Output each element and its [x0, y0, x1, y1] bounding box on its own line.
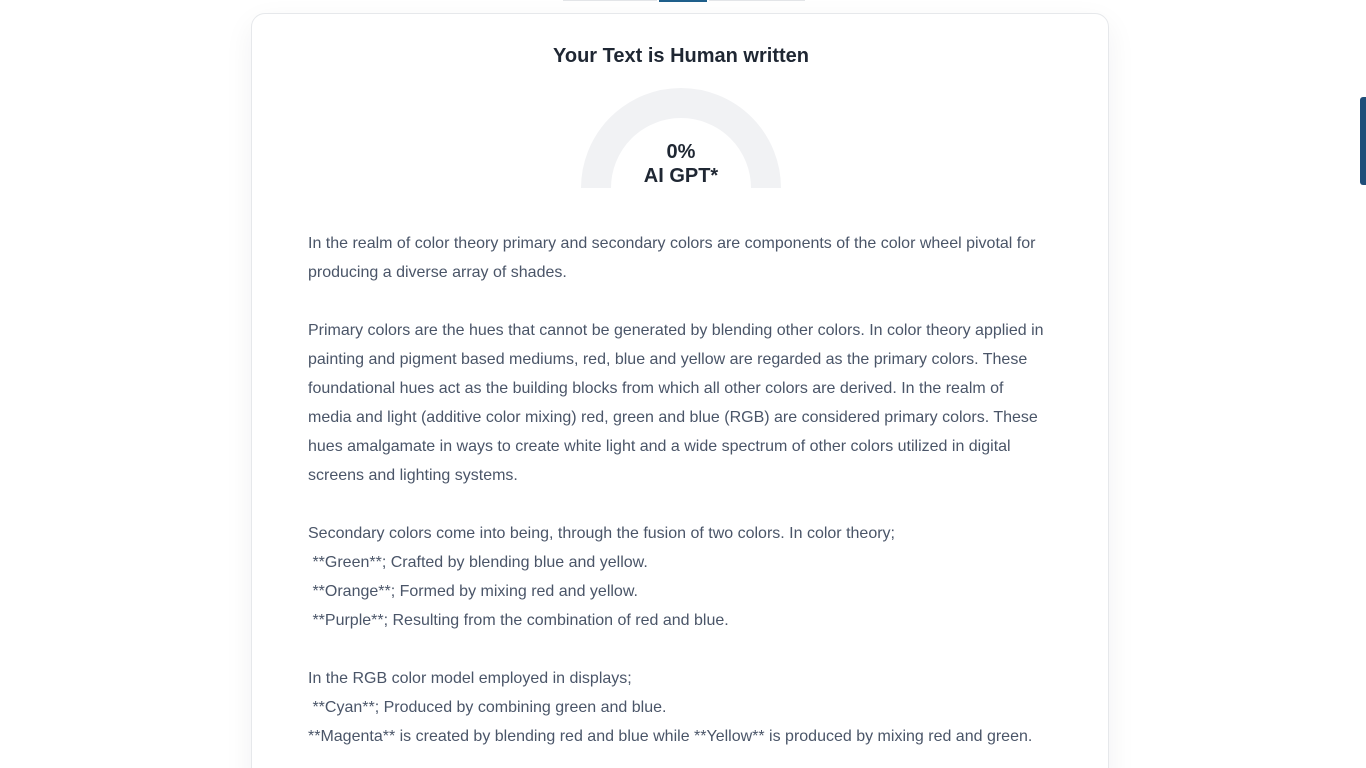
analyzed-text [308, 229, 1056, 751]
text-line: In the realm of color theory primary and secondary colors are components of the color wheel pivotal for [308, 235, 1036, 252]
text-line: **Cyan**; Produced by combining green and blue. [308, 699, 667, 716]
paragraph-gap [308, 287, 1056, 316]
top-tab-bar [563, 0, 805, 2]
result-card [251, 13, 1109, 768]
text-line: In the RGB color model employed in displays; [308, 670, 632, 687]
gauge-percentage: 0% [666, 141, 696, 163]
text-line: **Purple**; Resulting from the combination of red and blue. [308, 612, 729, 629]
text-line: Secondary colors come into being, through the fusion of two colors. In color theory; [308, 525, 895, 542]
text-line: Primary colors are the hues that cannot be generated by blending other colors. In color theory applied in [308, 322, 1044, 339]
scrollbar-thumb[interactable] [1360, 97, 1366, 185]
paragraph-gap [308, 635, 1056, 664]
tab-active[interactable] [659, 0, 707, 2]
text-line: **Green**; Crafted by blending blue and yellow. [308, 554, 648, 571]
text-line: **Orange**; Formed by mixing red and yellow. [308, 583, 638, 600]
text-line: media and light (additive color mixing) red, green and blue (RGB) are considered primary colors. These [308, 409, 1038, 426]
text-line: hues amalgamate in ways to create white light and a wide spectrum of other colors utilized in digital [308, 438, 1011, 455]
tab-left[interactable] [563, 0, 657, 1]
text-line: painting and pigment based mediums, red, blue and yellow are regarded as the primary colors. These [308, 351, 1028, 368]
text-line: screens and lighting systems. [308, 467, 518, 484]
text-line: foundational hues act as the building blocks from which all other colors are derived. In the realm of [308, 380, 1004, 397]
text-line: producing a diverse array of shades. [308, 264, 567, 281]
paragraph-gap [308, 490, 1056, 519]
text-line: **Magenta** is created by blending red and blue while **Yellow** is produced by mixing red and green. [308, 728, 1033, 745]
result-title: Your Text is Human written [553, 45, 809, 67]
tab-right[interactable] [709, 0, 805, 1]
gauge-label: AI GPT* [643, 165, 719, 187]
